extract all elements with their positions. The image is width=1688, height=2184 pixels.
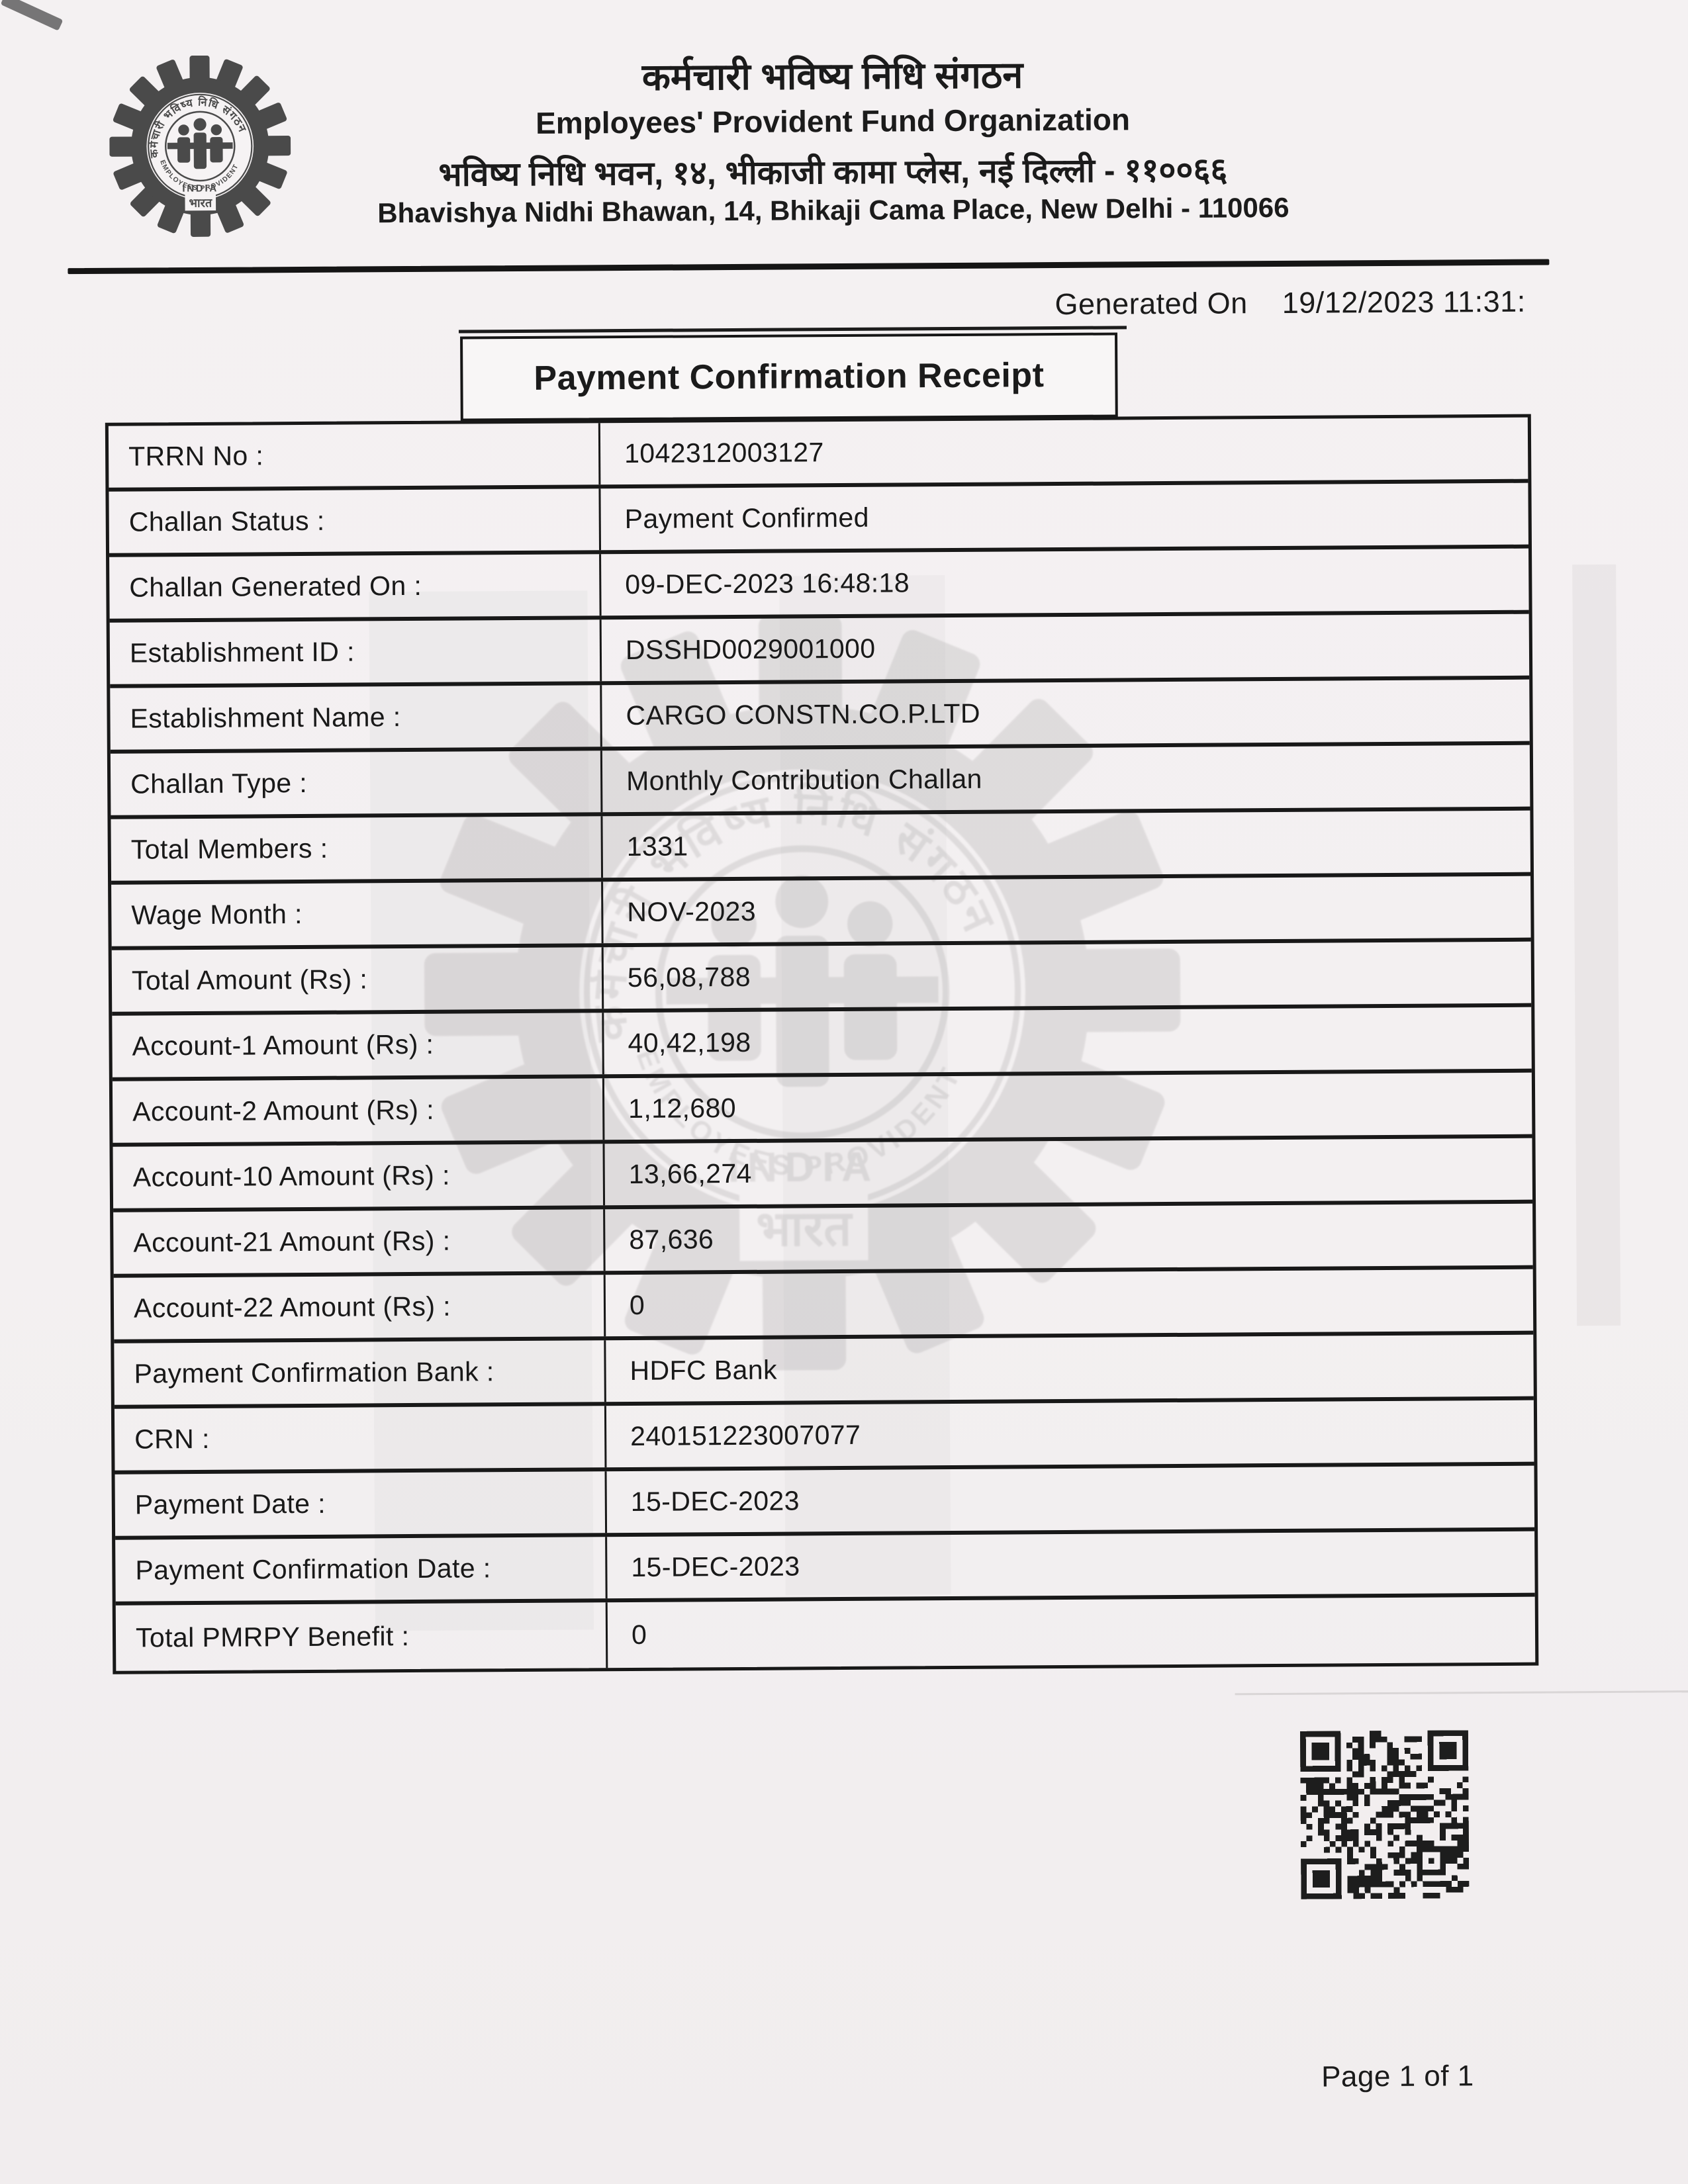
receipt-title-box [460,332,1118,421]
field-value: 15-DEC-2023 [630,1485,800,1517]
field-label: Account-21 Amount (Rs) : [113,1209,606,1274]
org-address-hindi: भविष्य निधि भवन, १४, भीकाजी कामा प्लेस, नई दिल्ली - ११००६६ [438,151,1228,193]
table-row [110,614,1530,688]
table-row [115,1400,1534,1475]
field-value: 1,12,680 [628,1093,737,1124]
table-row [112,1007,1532,1081]
field-value: NOV-2023 [627,895,757,928]
table-row [109,418,1528,492]
field-label: Wage Month : [111,882,604,946]
field-label: Payment Confirmation Date : [115,1537,608,1602]
table-row [113,1204,1533,1278]
field-value: 1042312003127 [624,437,824,469]
field-label: Account-1 Amount (Rs) : [112,1013,604,1077]
field-value: CARGO CONSTN.CO.P.LTD [626,698,981,731]
field-label: Account-2 Amount (Rs) : [113,1078,605,1143]
field-label: Challan Type : [111,751,603,815]
field-value: 240151223007077 [630,1419,861,1451]
field-value: 0 [631,1619,647,1650]
table-row [111,811,1530,885]
header-divider-rule [68,259,1549,274]
field-value: 15-DEC-2023 [631,1551,800,1582]
field-label: CRN : [115,1406,607,1471]
field-label: Establishment ID : [110,619,602,684]
field-label: Account-22 Amount (Rs) : [114,1275,606,1340]
generated-on-label: Generated On [1055,286,1248,322]
field-value: 13,66,274 [628,1158,752,1189]
table-row [110,680,1530,754]
field-value: Payment Confirmed [624,502,869,535]
letterhead [279,51,1386,231]
epfo-gear-icon [109,55,291,238]
org-name-english: Employees' Provident Fund Organization [535,102,1131,140]
scan-streak-artifact [1235,1690,1688,1695]
table-row [115,1531,1535,1606]
epfo-logo [109,55,291,238]
field-value: HDFC Bank [630,1354,778,1386]
field-value: 87,636 [629,1224,714,1255]
field-label: Challan Status : [109,488,601,553]
table-row [109,549,1529,623]
field-label: Account-10 Amount (Rs) : [113,1144,606,1208]
table-row [111,876,1531,950]
table-row [113,1138,1533,1212]
field-value: 09-DEC-2023 16:48:18 [625,567,910,600]
field-label: Total Amount (Rs) : [112,947,604,1012]
qr-code [1300,1730,1470,1899]
field-value: Monthly Contribution Challan [626,763,982,797]
field-label: Total PMRPY Benefit : [116,1602,608,1671]
field-value: 1331 [626,831,688,862]
table-row [115,1466,1535,1540]
field-label: Total Members : [111,816,603,881]
field-value: DSSHD0029001000 [625,633,876,666]
field-label: TRRN No : [109,423,601,488]
scan-band-artifact [1572,565,1620,1326]
table-row [114,1269,1534,1343]
generated-on-line [890,285,1526,323]
table-row [111,745,1530,819]
field-value: 0 [629,1289,645,1320]
org-address-english: Bhavishya Nidhi Bhawan, 14, Bhikaji Cama Place, New Delhi - 110066 [377,191,1289,229]
generated-on-value: 19/12/2023 11:31: [1282,284,1526,320]
table-row [113,1073,1532,1147]
field-label: Establishment Name : [110,685,602,750]
field-label: Payment Confirmation Bank : [114,1340,606,1405]
field-label: Payment Date : [115,1471,608,1536]
receipt-table [105,414,1539,1674]
field-value: 40,42,198 [628,1026,751,1058]
table-row [109,483,1528,557]
org-name-hindi: कर्मचारी भविष्य निधि संगठन [641,54,1023,98]
table-row [116,1597,1536,1671]
scan-corner-artifact [1,0,64,31]
field-label: Challan Generated On : [109,554,602,619]
table-row [112,942,1532,1016]
field-value: 56,08,788 [627,961,751,993]
table-row [114,1335,1534,1409]
page-title: Payment Confirmation Receipt [534,356,1045,398]
page-number: Page 1 of 1 [1321,2060,1474,2093]
